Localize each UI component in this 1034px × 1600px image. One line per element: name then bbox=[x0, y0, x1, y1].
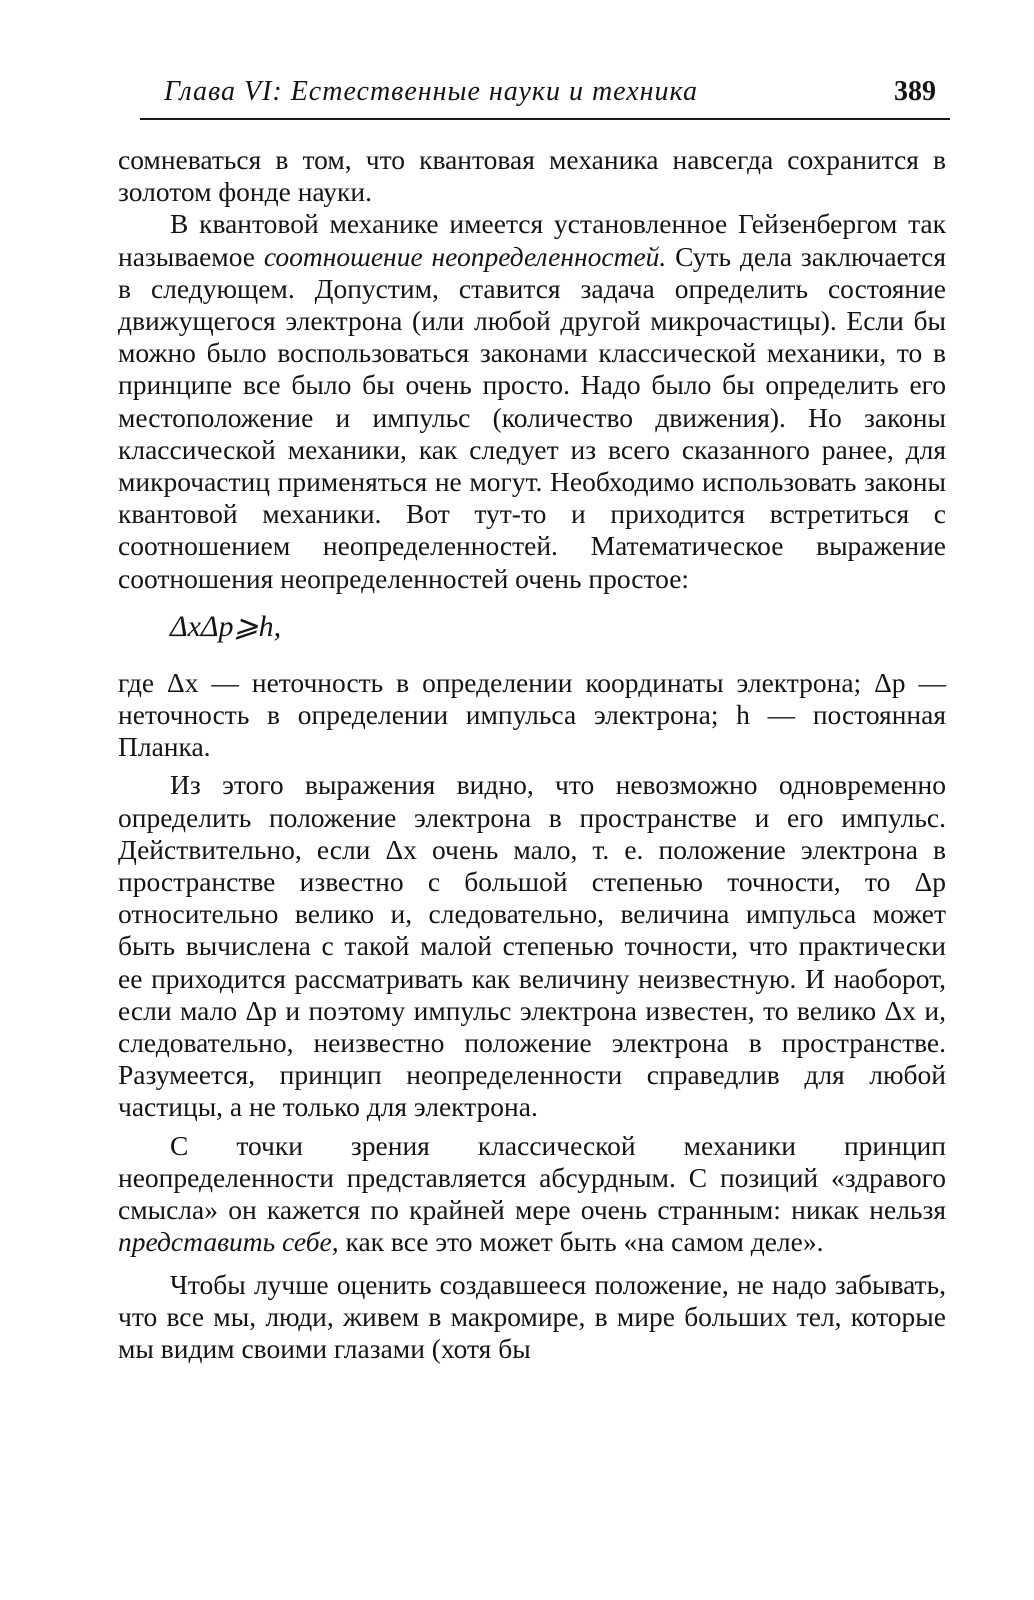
paragraph: Из этого выражения видно, что невозможно одновременно определить положение электрона в пространстве и его импульс. Действительно, если Δx очень мало, т. е. положение электрона в пространстве известно с большой степенью точности, то Δp относительно велико и, следовательно, величина импульса может быть вычислена с такой малой степенью точности, что практически ее приходится рассматривать как величину неизвестную. И наоборот, если мало Δp и поэтому импульс электрона известен, то велико Δx и, следовательно, неизвестно положение электрона в пространстве. Разумеется, принцип неопределенности справедлив для любой частицы, а не только для электрона. bbox=[118, 769, 946, 1123]
paragraph bbox=[118, 1130, 946, 1259]
text-run: как все это может быть «на самом деле». bbox=[338, 1226, 824, 1258]
running-header bbox=[118, 70, 946, 112]
header-rule bbox=[140, 118, 950, 120]
book-page bbox=[118, 70, 946, 1365]
body-text bbox=[118, 144, 946, 1365]
paragraph bbox=[118, 208, 946, 594]
page-number: 389 bbox=[894, 76, 936, 107]
text-run: Суть дела заключается в следующем. Допустим, ставится задача определить состояние движущегося электрона (или любой другой микрочастицы). Если бы можно было воспользоваться законами классической механики, то в принципе все было бы очень просто. Надо было бы определить его местоположение и импульс (количество движения). Но законы классической механики, как следует из всего сказанного ранее, для микрочастиц применяться не могут. Необходимо использовать законы квантовой механики. Вот тут-то и приходится встретиться с соотношением неопределенностей. Математическое выражение соотношения неопределенностей очень простое: bbox=[118, 240, 946, 594]
text-run: В квантовой механике имеется установленное Гейзенбергом так называемое bbox=[118, 208, 946, 272]
emphasized-term: соотношение неопределенностей. bbox=[263, 240, 667, 272]
paragraph: сомневаться в том, что квантовая механика навсегда сохранится в золотом фонде науки. bbox=[118, 144, 946, 208]
formula: ΔxΔp⩾h, bbox=[170, 609, 282, 643]
paragraph: Чтобы лучше оценить создавшееся положение, не надо забывать, что все мы, люди, живем в макромире, в мире больших тел, которые мы видим своими глазами (хотя бы bbox=[118, 1268, 946, 1364]
emphasized-term: представить себе, bbox=[118, 1226, 339, 1258]
chapter-title: Глава VI: Естественные науки и техника bbox=[164, 76, 698, 107]
text-run: С точки зрения классической механики принцип неопределенности представляется абсурдным. С позиций «здравого смысла» он кажется по крайней мере очень странным: никак нельзя bbox=[118, 1129, 946, 1226]
paragraph: где Δx — неточность в определении координаты электрона; Δp — неточность в определении импульса электрона; h — постоянная Планка. bbox=[118, 666, 946, 763]
